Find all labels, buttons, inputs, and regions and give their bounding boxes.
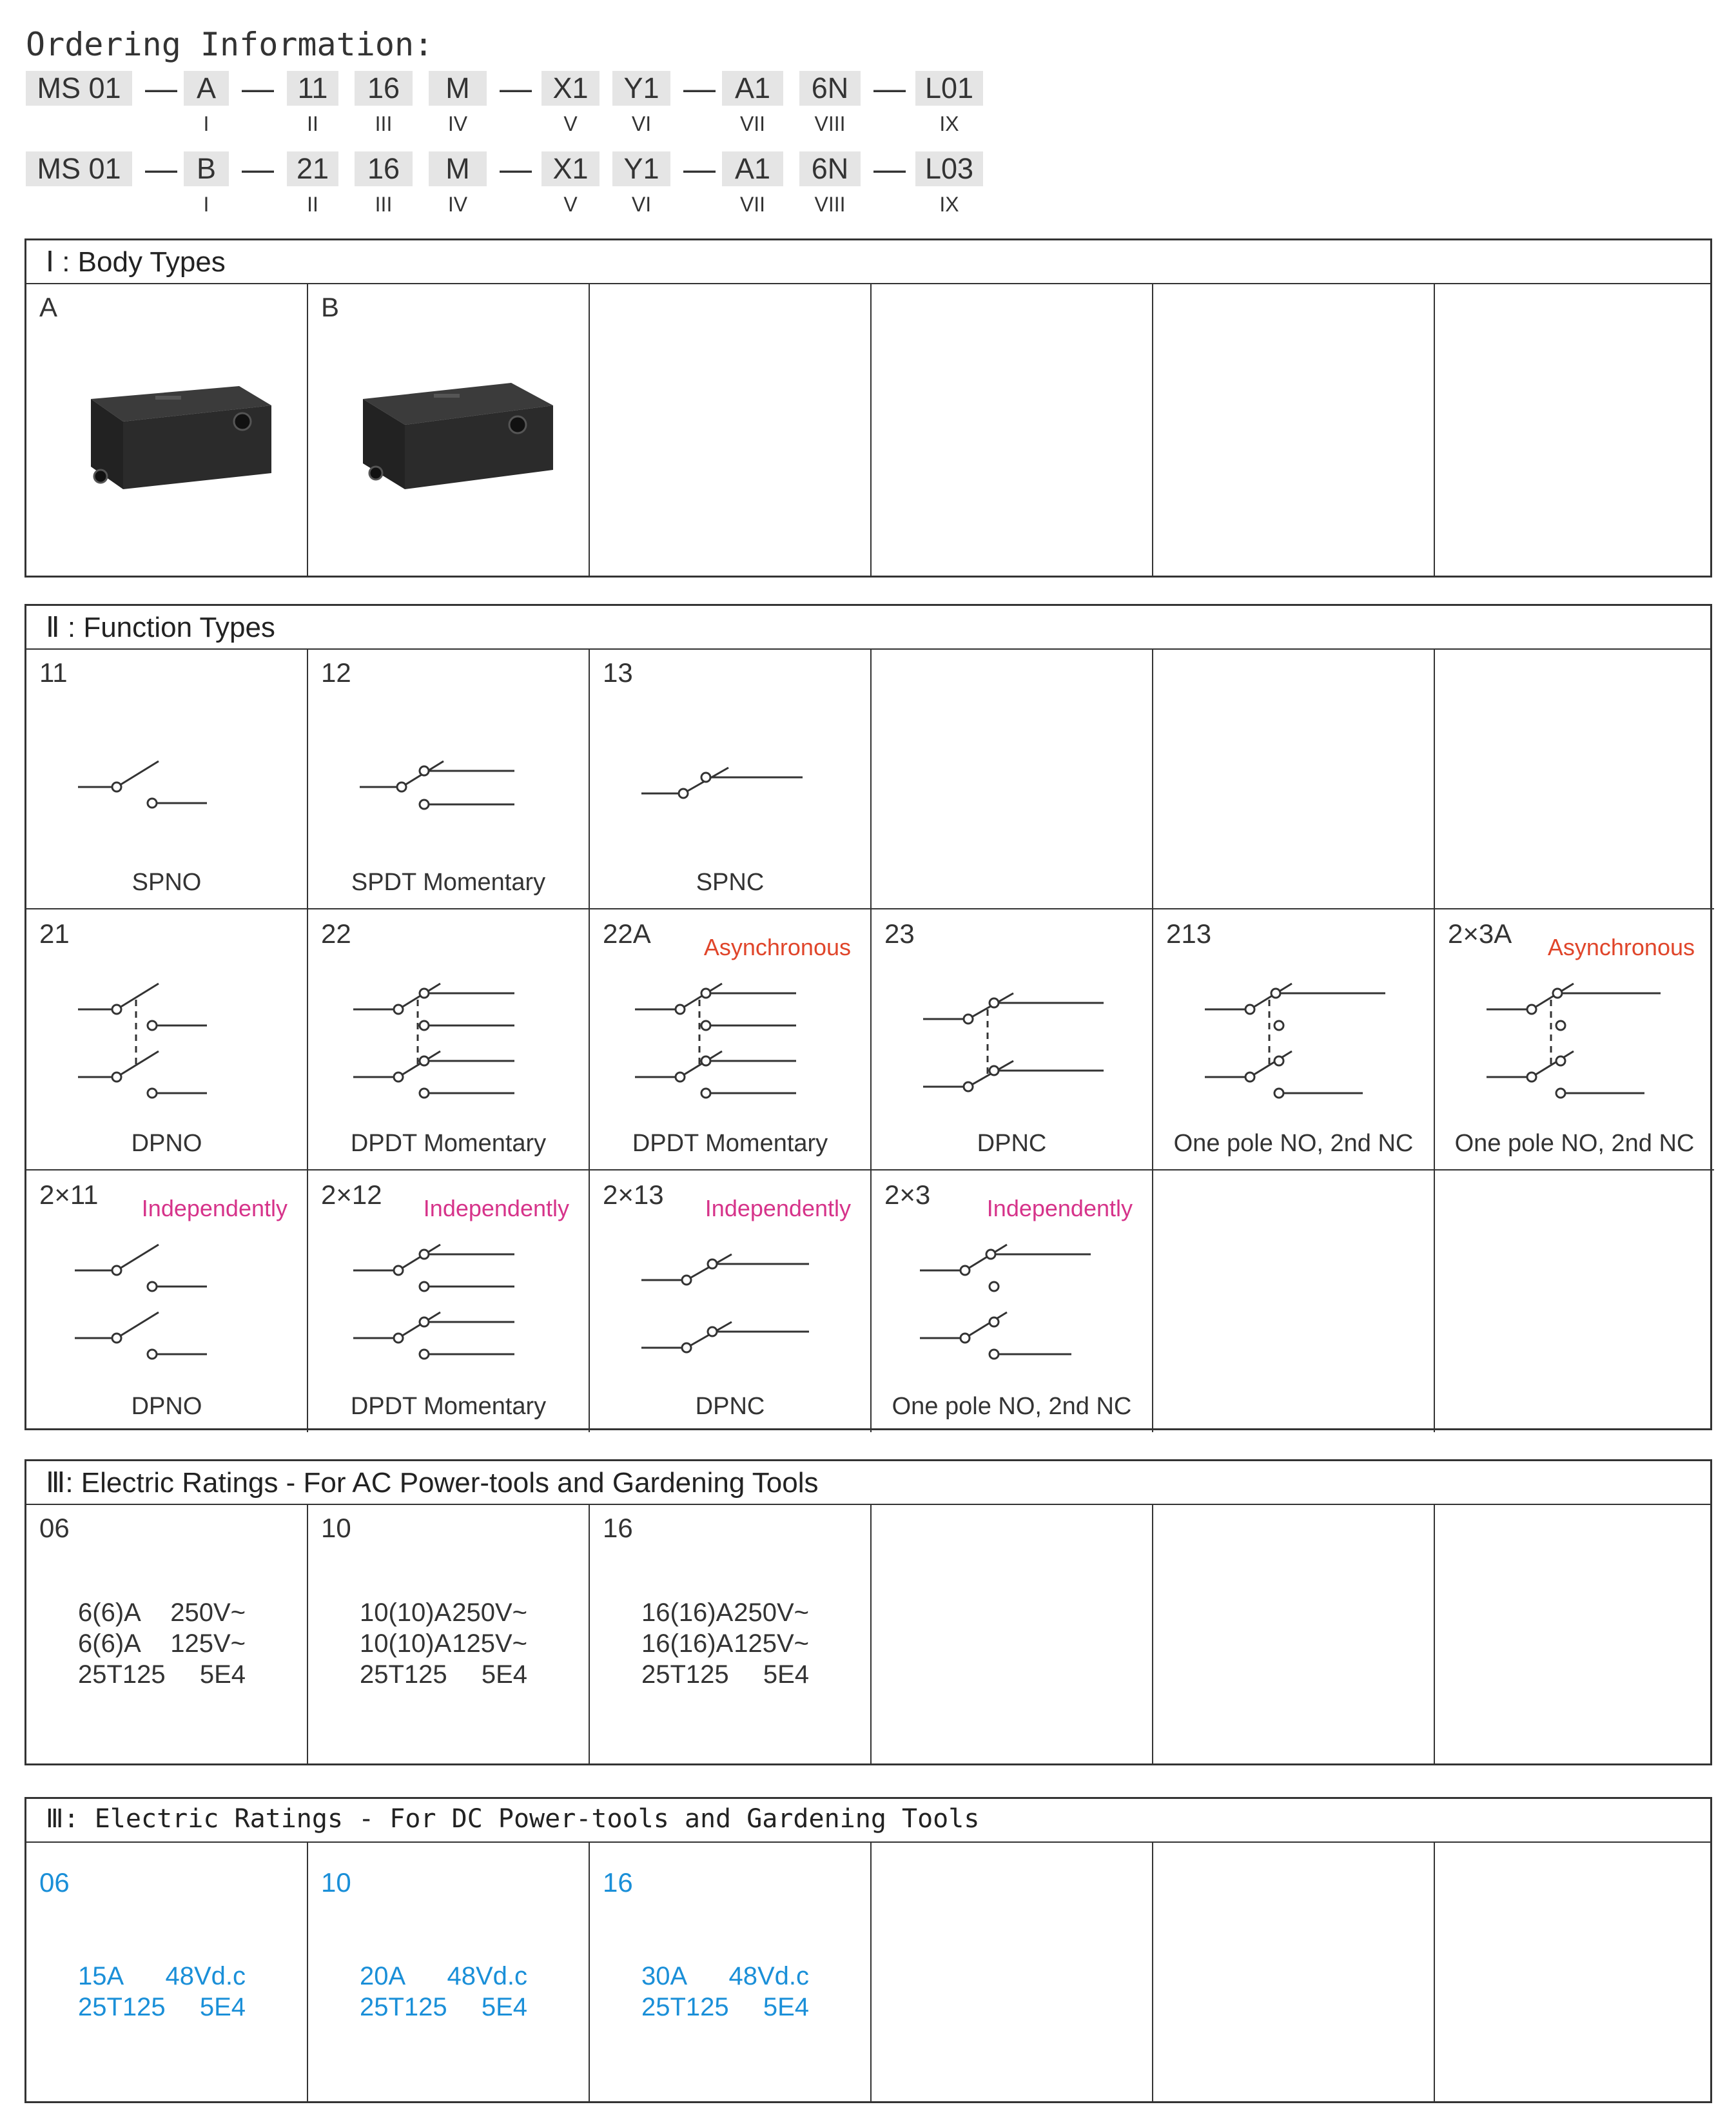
no-nc-async-symbol bbox=[1461, 967, 1693, 1122]
function-cell bbox=[26, 909, 308, 1170]
spdt-symbol bbox=[334, 706, 566, 861]
empty-cell bbox=[872, 648, 1153, 909]
function-cell bbox=[590, 648, 872, 909]
cell-code: 2×12 bbox=[321, 1180, 382, 1210]
section-header bbox=[26, 606, 1710, 650]
function-cell bbox=[590, 909, 872, 1170]
no-nc-symbol bbox=[1179, 967, 1411, 1122]
empty-cell bbox=[1153, 1504, 1435, 1765]
cell-caption: One pole NO, 2nd NC bbox=[1454, 1130, 1695, 1157]
roman-label: VII bbox=[739, 193, 766, 216]
cell-code: 16 bbox=[603, 1867, 633, 1898]
code-vii: A1 bbox=[722, 71, 783, 106]
cell-caption: SPNO bbox=[132, 869, 202, 896]
body-types-section bbox=[24, 238, 1712, 578]
function-cell bbox=[26, 1170, 308, 1432]
temp-rating: 25T125 bbox=[78, 1993, 166, 2021]
body-types-grid bbox=[26, 283, 1710, 576]
asynchronous-note: Asynchronous bbox=[703, 934, 851, 960]
rating-cell bbox=[308, 1504, 590, 1765]
roman-label: VIII bbox=[814, 112, 846, 135]
roman-label: IX bbox=[939, 112, 959, 135]
spno-symbol bbox=[52, 706, 284, 861]
roman-label: V bbox=[563, 193, 578, 216]
cell-code: 13 bbox=[603, 657, 633, 688]
temp-rating: 25T125 bbox=[641, 1993, 729, 2021]
section-title: Ⅲ: Electric Ratings - For DC Power-tools and Gardening Tools bbox=[46, 1804, 980, 1834]
code-series: MS 01 bbox=[26, 71, 132, 106]
dash: — bbox=[683, 151, 716, 187]
current-rating: 30A bbox=[641, 1962, 688, 1990]
cell-code: 22A bbox=[603, 918, 651, 949]
roman-label: IX bbox=[939, 193, 959, 216]
roman-label: III bbox=[375, 193, 393, 216]
roman-label: VIII bbox=[814, 193, 846, 216]
code-vi: Y1 bbox=[612, 151, 670, 186]
code-rating: 16 bbox=[355, 151, 413, 186]
dash: — bbox=[500, 70, 532, 106]
code-body: A bbox=[184, 71, 229, 106]
section-title: Ⅲ: Electric Ratings - For AC Power-tools and Gardening Tools bbox=[46, 1467, 819, 1499]
cycle-rating: 5E4 bbox=[199, 1660, 246, 1689]
asynchronous-note: Asynchronous bbox=[1547, 934, 1695, 960]
cycle-rating: 5E4 bbox=[763, 1993, 809, 2021]
rating-values bbox=[641, 1961, 809, 2023]
function-cell bbox=[1435, 909, 1714, 1170]
code-iv: M bbox=[429, 71, 487, 106]
roman-label: III bbox=[375, 112, 393, 135]
roman-label: IV bbox=[447, 193, 468, 216]
cell-caption: SPDT Momentary bbox=[351, 869, 546, 896]
cell-caption: DPNO bbox=[131, 1393, 202, 1420]
temp-rating: 25T125 bbox=[360, 1660, 447, 1689]
code-vi: Y1 bbox=[612, 71, 670, 106]
current-rating: 10(10)A bbox=[360, 1598, 452, 1627]
code-vii: A1 bbox=[722, 151, 783, 186]
roman-label: V bbox=[563, 112, 578, 135]
voltage-rating: 125V~ bbox=[734, 1629, 809, 1658]
independently-note: Independently bbox=[986, 1195, 1133, 1221]
voltage-rating: 48Vd.c bbox=[728, 1962, 809, 1990]
cell-code: 12 bbox=[321, 657, 351, 688]
temp-rating: 25T125 bbox=[360, 1993, 447, 2021]
dash: — bbox=[242, 151, 274, 187]
cell-code: 21 bbox=[39, 918, 70, 949]
function-types-grid bbox=[26, 648, 1710, 1428]
current-rating: 10(10)A bbox=[360, 1629, 452, 1658]
rating-line bbox=[360, 1961, 527, 1992]
empty-cell bbox=[1435, 648, 1714, 909]
section-title: Ⅰ : Body Types bbox=[46, 246, 226, 278]
rating-cell bbox=[308, 1841, 590, 2103]
rating-line bbox=[360, 1659, 527, 1690]
rating-cell bbox=[26, 1504, 308, 1765]
rating-line bbox=[78, 1628, 246, 1659]
dpdt-async-symbol bbox=[616, 967, 848, 1122]
cycle-rating: 5E4 bbox=[481, 1660, 527, 1689]
cell-code: 2×3A bbox=[1448, 918, 1512, 949]
function-cell bbox=[872, 1170, 1153, 1432]
cell-code: 10 bbox=[321, 1867, 351, 1898]
dash: — bbox=[145, 151, 177, 187]
switch-body-image bbox=[72, 360, 278, 502]
ordering-row-2 bbox=[26, 151, 1057, 235]
rating-cell bbox=[590, 1504, 872, 1765]
roman-label: VII bbox=[739, 112, 766, 135]
dash: — bbox=[500, 151, 532, 187]
section-header bbox=[26, 1799, 1710, 1843]
empty-cell bbox=[1153, 283, 1435, 578]
code-function: 11 bbox=[287, 71, 338, 106]
rating-line bbox=[78, 1961, 246, 1992]
dash: — bbox=[683, 70, 716, 106]
code-ix: L01 bbox=[915, 71, 983, 106]
cycle-rating: 5E4 bbox=[199, 1993, 246, 2021]
section-title: Ⅱ : Function Types bbox=[46, 612, 275, 643]
cell-caption: DPNC bbox=[977, 1130, 1047, 1157]
empty-cell bbox=[1435, 1841, 1714, 2103]
roman-label: II bbox=[307, 112, 318, 135]
ordering-information bbox=[26, 19, 1057, 232]
empty-cell bbox=[1153, 648, 1435, 909]
rating-line bbox=[360, 1628, 527, 1659]
dash: — bbox=[873, 70, 906, 106]
dual-spnc-symbol bbox=[616, 1229, 848, 1383]
current-rating: 20A bbox=[360, 1962, 406, 1990]
temp-rating: 25T125 bbox=[641, 1660, 729, 1689]
cell-code: 2×11 bbox=[39, 1180, 99, 1210]
rating-cell bbox=[26, 1841, 308, 2103]
voltage-rating: 250V~ bbox=[452, 1598, 527, 1627]
rating-line bbox=[78, 1659, 246, 1690]
cell-code: A bbox=[39, 292, 58, 322]
cell-code: 06 bbox=[39, 1513, 70, 1543]
dpdt-symbol bbox=[334, 967, 566, 1122]
empty-cell bbox=[1153, 1841, 1435, 2103]
temp-rating: 25T125 bbox=[78, 1660, 166, 1689]
section-header bbox=[26, 240, 1710, 284]
switch-body-image bbox=[344, 354, 563, 509]
empty-cell bbox=[872, 283, 1153, 578]
cell-caption: DPDT Momentary bbox=[350, 1393, 547, 1420]
empty-cell bbox=[872, 1841, 1153, 2103]
current-rating: 16(16)A bbox=[641, 1598, 734, 1627]
empty-cell bbox=[1435, 283, 1714, 578]
rating-line bbox=[641, 1992, 809, 2023]
cell-code: B bbox=[321, 292, 340, 322]
rating-values bbox=[360, 1961, 527, 2023]
ordering-row-1 bbox=[26, 71, 1057, 155]
cell-code: 22 bbox=[321, 918, 351, 949]
current-rating: 6(6)A bbox=[78, 1598, 141, 1627]
dash: — bbox=[242, 70, 274, 106]
independently-note: Independently bbox=[705, 1195, 851, 1221]
function-types-section bbox=[24, 604, 1712, 1430]
code-series: MS 01 bbox=[26, 151, 132, 186]
empty-cell bbox=[1435, 1504, 1714, 1765]
function-cell bbox=[1153, 909, 1435, 1170]
rating-line bbox=[641, 1597, 809, 1628]
voltage-rating: 125V~ bbox=[170, 1629, 246, 1658]
voltage-rating: 250V~ bbox=[734, 1598, 809, 1627]
empty-cell bbox=[590, 283, 872, 578]
dc-ratings-section bbox=[24, 1797, 1712, 2103]
ordering-title: Ordering Information: bbox=[26, 26, 434, 63]
function-cell bbox=[872, 909, 1153, 1170]
body-type-cell bbox=[26, 283, 308, 578]
empty-cell bbox=[1435, 1170, 1714, 1432]
section-header bbox=[26, 1461, 1710, 1505]
empty-cell bbox=[872, 1504, 1153, 1765]
code-rating: 16 bbox=[355, 71, 413, 106]
code-v: X1 bbox=[541, 71, 600, 106]
cycle-rating: 5E4 bbox=[763, 1660, 809, 1689]
dpnc-symbol bbox=[897, 967, 1129, 1122]
cell-code: 11 bbox=[39, 657, 68, 688]
dash: — bbox=[145, 70, 177, 106]
rating-values bbox=[78, 1961, 246, 2023]
ac-ratings-grid bbox=[26, 1504, 1710, 1763]
dual-no-nc-symbol bbox=[897, 1229, 1129, 1383]
rating-values bbox=[641, 1597, 809, 1690]
cell-code: 2×13 bbox=[603, 1180, 664, 1210]
code-iv: M bbox=[429, 151, 487, 186]
ac-ratings-section bbox=[24, 1459, 1712, 1765]
current-rating: 15A bbox=[78, 1962, 124, 1990]
roman-label: I bbox=[203, 193, 210, 216]
cell-code: 10 bbox=[321, 1513, 351, 1543]
code-v: X1 bbox=[541, 151, 600, 186]
voltage-rating: 48Vd.c bbox=[447, 1962, 527, 1990]
empty-cell bbox=[1153, 1170, 1435, 1432]
cell-code: 2×3 bbox=[884, 1180, 931, 1210]
dual-spno-symbol bbox=[52, 1229, 284, 1383]
independently-note: Independently bbox=[423, 1195, 569, 1221]
rating-line bbox=[360, 1992, 527, 2023]
dual-spdt-symbol bbox=[334, 1229, 566, 1383]
dpno-symbol bbox=[52, 967, 284, 1122]
cell-caption: DPDT Momentary bbox=[350, 1130, 547, 1157]
cell-code: 213 bbox=[1166, 918, 1212, 949]
roman-label: II bbox=[307, 193, 318, 216]
cell-code: 16 bbox=[603, 1513, 633, 1543]
roman-label: I bbox=[203, 112, 210, 135]
dash: — bbox=[873, 151, 906, 187]
voltage-rating: 250V~ bbox=[170, 1598, 246, 1627]
rating-line bbox=[641, 1961, 809, 1992]
function-cell bbox=[26, 648, 308, 909]
code-function: 21 bbox=[287, 151, 338, 186]
cell-caption: DPNC bbox=[695, 1393, 765, 1420]
independently-note: Independently bbox=[141, 1195, 288, 1221]
rating-line bbox=[641, 1659, 809, 1690]
cell-caption: SPNC bbox=[696, 869, 765, 896]
current-rating: 16(16)A bbox=[641, 1629, 734, 1658]
rating-values bbox=[78, 1597, 246, 1690]
voltage-rating: 125V~ bbox=[452, 1629, 527, 1658]
code-ix: L03 bbox=[915, 151, 983, 186]
code-viii: 6N bbox=[799, 71, 861, 106]
cell-caption: DPDT Momentary bbox=[632, 1130, 828, 1157]
body-type-cell bbox=[308, 283, 590, 578]
dc-ratings-grid bbox=[26, 1841, 1710, 2101]
rating-line bbox=[78, 1597, 246, 1628]
function-cell bbox=[308, 648, 590, 909]
cell-caption: DPNO bbox=[131, 1130, 202, 1157]
spnc-symbol bbox=[616, 706, 848, 861]
rating-line bbox=[641, 1628, 809, 1659]
rating-values bbox=[360, 1597, 527, 1690]
code-viii: 6N bbox=[799, 151, 861, 186]
function-cell bbox=[308, 1170, 590, 1432]
rating-cell bbox=[590, 1841, 872, 2103]
code-body: B bbox=[184, 151, 229, 186]
cell-caption: One pole NO, 2nd NC bbox=[892, 1393, 1132, 1420]
function-cell bbox=[590, 1170, 872, 1432]
rating-line bbox=[360, 1597, 527, 1628]
cell-code: 06 bbox=[39, 1867, 70, 1898]
current-rating: 6(6)A bbox=[78, 1629, 141, 1658]
function-cell bbox=[308, 909, 590, 1170]
roman-label: VI bbox=[631, 193, 652, 216]
cell-caption: One pole NO, 2nd NC bbox=[1173, 1130, 1414, 1157]
cell-code: 23 bbox=[884, 918, 915, 949]
voltage-rating: 48Vd.c bbox=[165, 1962, 246, 1990]
roman-label: IV bbox=[447, 112, 468, 135]
rating-line bbox=[78, 1992, 246, 2023]
roman-label: VI bbox=[631, 112, 652, 135]
cycle-rating: 5E4 bbox=[481, 1993, 527, 2021]
